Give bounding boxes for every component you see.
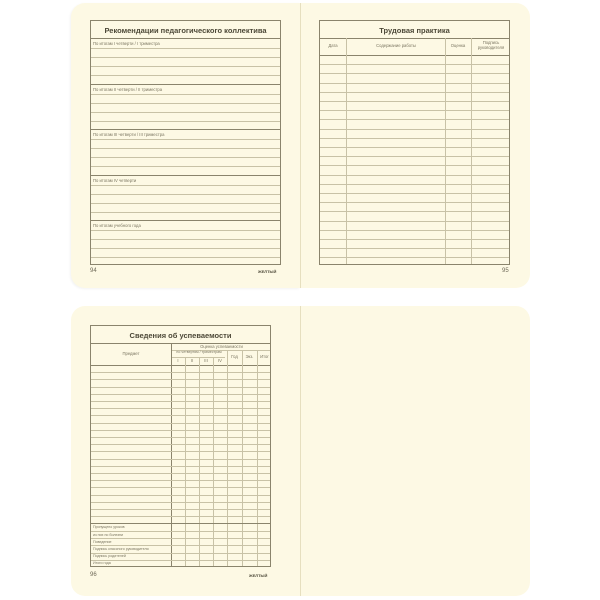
summary-row-label: Поведение	[93, 539, 112, 544]
section-label: По итогам III четверти / III триместра	[93, 132, 165, 137]
recommendations-table	[90, 20, 281, 265]
page-title: Рекомендации педагогического коллектива	[104, 26, 267, 35]
section-label: По итогам I четверти / I триместра	[93, 41, 160, 46]
summary-row-label: Подпись родителей	[93, 554, 126, 559]
section-label: По итогам IV четверти	[93, 177, 137, 183]
progress-table	[90, 325, 271, 567]
grades-header: Оценка успеваемости	[200, 344, 243, 349]
total-header: Итог	[260, 354, 269, 359]
page-95	[301, 3, 530, 288]
term-iii: III	[204, 358, 208, 363]
term-iv: IV	[218, 358, 222, 363]
page-94	[71, 3, 300, 288]
page-96	[71, 306, 300, 596]
term-i: I	[177, 358, 179, 363]
column-header-date: Дата	[328, 43, 338, 48]
year-header: Год	[231, 354, 238, 359]
work-practice-table	[319, 20, 510, 265]
page-title: Сведения об успеваемости	[129, 331, 232, 340]
page-number: 96	[90, 572, 97, 578]
terms-header: по четвертям / триместрам	[176, 350, 222, 354]
summary-row-label: из них по болезни	[93, 532, 124, 537]
summary-row-label: Подпись классного руководителя	[93, 547, 149, 551]
page-number: 94	[90, 268, 97, 274]
column-header-content: Содержание работы	[376, 43, 416, 48]
column-header-signature: Подпись руководителя	[477, 40, 505, 50]
exam-header: Экз.	[245, 354, 254, 359]
page-number: 95	[502, 268, 509, 274]
section-label: По итогам II четверти / II триместра	[93, 86, 163, 92]
publisher-logo: ЖЕЛТЫЙ	[258, 269, 277, 274]
term-ii: II	[190, 358, 194, 363]
summary-row-label: Пропущено уроков	[93, 525, 125, 530]
summary-row-label: Итоги года	[93, 561, 111, 566]
column-header-subject: Предмет	[122, 351, 140, 356]
section-label: По итогам учебного года	[93, 223, 141, 228]
publisher-logo: ЖЕЛТЫЙ	[249, 573, 268, 578]
page-title: Трудовая практика	[379, 26, 450, 35]
column-header-grade: Оценка	[450, 43, 466, 48]
blank-page	[301, 306, 530, 596]
